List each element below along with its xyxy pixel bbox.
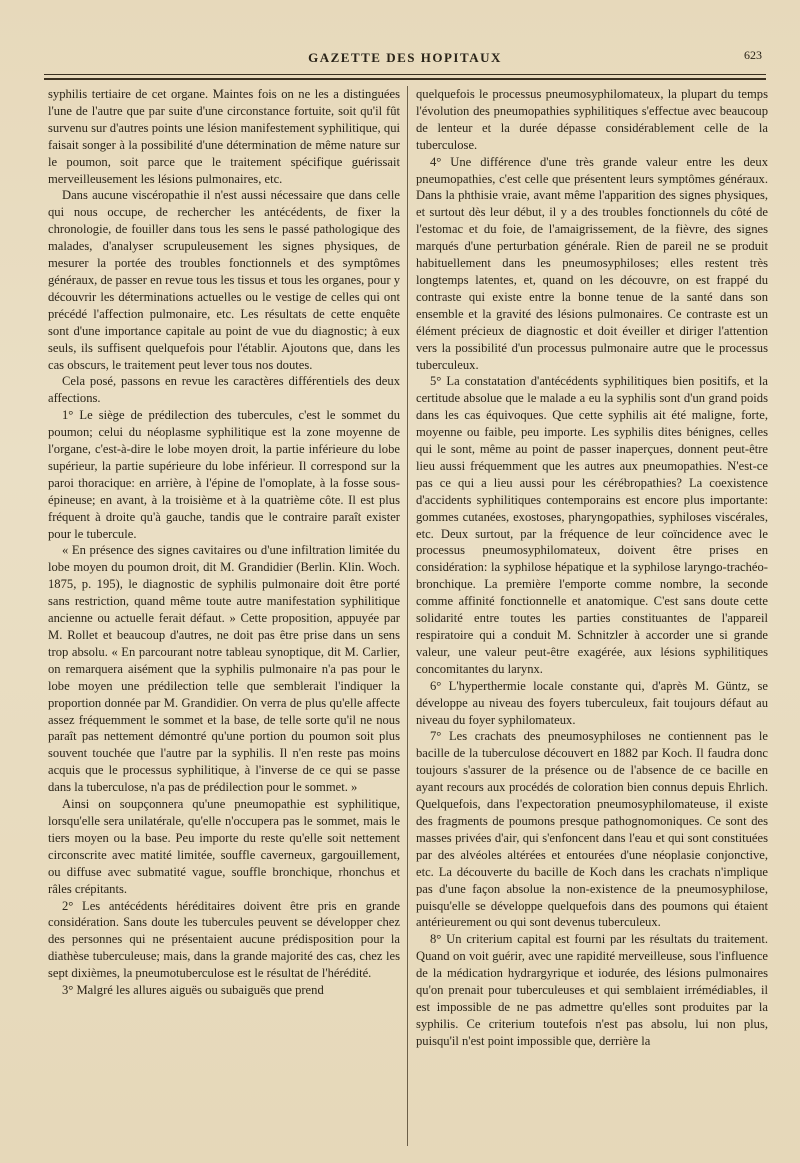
paragraph: 6° L'hyperthermie locale constante qui, d'après M. Güntz, se développe au niveau des foyers tuberculeux, fait toujours défaut au niveau du foyer syphilomateux. <box>416 678 768 727</box>
paragraph: syphilis tertiaire de cet organe. Maintes fois on ne les a distinguées l'une de l'autre que par suite d'une circonstance fortuite, soit qu'il fût survenu sur d'autres points une lésion manifestement syphilitique, qui faisait songer à la possibilité d'une détermination de même nature sur le poumon, soit parce que le traitement spécifique guérissait merveilleusement les lésions pulmonaires, etc. <box>48 87 400 186</box>
header-rule-thin <box>44 74 766 75</box>
paragraph: « En présence des signes cavitaires ou d'une infiltration limitée du lobe moyen du poumon droit, dit M. Grandidier (Berlin. Klin. Woch. 1875, p. 195), le diagnostic de syphilis pulmonaire doit être porté sans restriction, quand même toute autre manifestation syphilitique ancienne ou actuelle ferait défaut. » Cette proposition, appuyée par M. Rollet et beaucoup d'autres, ne doit pas être prise dans un sens trop absolu. « En parcourant notre tableau synoptique, dit M. Carlier, on remarquera aisément que la syphilis pulmonaire n'a pas pour le lobe moyen une prédilection telle que semblerait l'indiquer la proportion donnée par M. Grandidier. On verra de plus qu'elle affecte assez fréquemment le sommet et la base, de telle sorte qu'il ne nous paraît pas nettement démontré qu'une portion du poumon soit plus souvent touchée que l'autre par la syphilis. Il n'en reste pas moins acquis que le processus syphilitique, à l'inverse de ce qui se passe dans la tuberculose, n'a pas de prédilection pour le sommet. » <box>48 543 400 795</box>
paragraph: 5° La constatation d'antécédents syphilitiques bien positifs, et la certitude absolue que le malade a eu la syphilis sont d'un grand poids dans les cas équivoques. Que cette syphilis ait été maligne, forte, moyenne ou faible, peu importe. Les syphilis dites bénignes, celles qui le sont, même au point de passer inaperçues, donnent peut-être lieu aussi fréquemment que les autres aux pneumopathies. N'est-ce pas ce qui a lieu aussi pour les cérébropathies? La coexistence d'accidents syphilitiques contemporains est encore plus importante: gommes cutanées, exostoses, pharyngopathies, syphiloses viscérales, etc. Deux surtout, par la fréquence de leur coïncidence avec le processus pneumosyphilomateux, doivent être prises en considération: la syphilose hépatique et la syphilose laryngo-trachéo-bronchique. La première l'emporte comme nombre, la seconde comme affinité fonctionnelle et anatomique. C'est sans doute cette solidarité entre toutes les parties constituantes de l'appareil respiratoire qui a conduit M. Schnitzler à accorder une si grande valeur, une valeur peut-être exagérée, aux lésions syphilitiques concomitantes du larynx. <box>416 374 768 676</box>
running-header <box>44 46 766 72</box>
paragraph: 2° Les antécédents héréditaires doivent être pris en grande considération. Sans doute les tubercules peuvent se développer chez des personnes qui ne présentaient aucune prédisposition pour la diathèse tuberculeuse; mais, dans la grande majorité des cas, chez les sept dixièmes, la pneumotuberculose est le résultat de l'hérédité. <box>48 898 400 981</box>
paragraph: Ainsi on soupçonnera qu'une pneumopathie est syphilitique, lorsqu'elle sera unilatérale, qu'elle n'occupera pas le sommet, mais le tiers moyen ou la base. Peu importe du reste qu'elle soit nettement circonscrite avec matité limitée, souffle caverneux, gargouillement, ou diffuse avec submatité vague, souffle bronchique, rhonchus et râles crépitants. <box>48 797 400 896</box>
paragraph: 8° Un criterium capital est fourni par les résultats du traitement. Quand on voit guérir, avec une rapidité merveilleuse, sous l'influence de la médication hydrargyrique et iodurée, des lésions pulmonaires qu'on prenait pour tuberculeuses et qui semblaient irrémédiables, il est impossible de ne pas admettre qu'elles sont produites par la syphilis. Ce criterium toutefois n'est pas absolu, lui non plus, puisqu'il n'est point impossible que, derrière la <box>416 932 768 1048</box>
paragraph: 4° Une différence d'une très grande valeur entre les deux pneumopathies, c'est celle que présentent leurs symptômes généraux. Dans la phthisie vraie, avant même l'apparition des signes physiques, et surtout dès leur début, il y a des troubles fonctionnels du côté de l'estomac et du foie, de l'amaigrissement, de la fièvre, des signes marqués d'une perturbation générale. Rien de pareil ne se produit habituellement dans les pneumosyphiloses; elles restent très longtemps latentes, et, quand on les découvre, on est frappé du contraste qui existe entre la bonne tenue de la santé dans son ensemble et la gravité des lésions pulmonaires. Ce contraste est un élément précieux de diagnostic et doit éveiller et diriger l'attention vers la possibilité d'un processus pulmonaire autre que le processus tuberculeux. <box>416 154 768 372</box>
page-number: 623 <box>744 48 762 62</box>
column-separator <box>407 86 408 1146</box>
right-column <box>416 86 768 1156</box>
paragraph: quelquefois le processus pneumosyphilomateux, la plupart du temps l'évolution des pneumopathies syphilitiques s'effectue avec beaucoup de lenteur et la durée dépasse considérablement celle de la tuberculose. <box>416 87 768 152</box>
header-rule-thick <box>44 78 766 80</box>
paragraph: Cela posé, passons en revue les caractères différentiels des deux affections. <box>48 374 400 406</box>
paragraph: 1° Le siège de prédilection des tubercules, c'est le sommet du poumon; celui du néoplasme syphilitique est la zone moyenne de l'organe, c'est-à-dire le lobe moyen droit, la partie inférieure du lobe supérieur, la partie supérieure du lobe inférieur. Il correspond sur la paroi thoracique: en arrière, à l'épine de l'omoplate, à la fosse sous-épineuse; en avant, à la troisième et à la quatrième côte. Il est plus fréquent à droite qu'à gauche, tandis que le contraire paraît exister pour le tubercule. <box>48 408 400 541</box>
paragraph: 7° Les crachats des pneumosyphiloses ne contiennent pas le bacille de la tuberculose découvert en 1882 par Koch. Il faudra donc toujours s'assurer de la présence ou de l'absence de ce bacille en ayant recours aux procédés de coloration bien connus depuis Ehrlich. Quelquefois, dans l'expectoration pneumosyphilomateuse, il existe des fragments de poumons presque pathognomoniques. Ce sont des masses privées d'air, qui s'enfoncent dans l'eau et qui sont constituées par des alvéoles altérées et entourées d'une néoplasie conjonctive, etc. La découverte du bacille de Koch dans les crachats n'implique pas d'une façon absolue la non-existence de la pneumosyphilose, puisqu'elle se développe quelquefois dans des poumons qui étaient antérieurement ou qui sont devenus tuberculeux. <box>416 729 768 930</box>
journal-title: GAZETTE DES HOPITAUX <box>308 50 502 65</box>
left-column <box>48 86 400 1156</box>
paragraph: Dans aucune viscéropathie il n'est aussi nécessaire que dans celle qui nous occupe, de rechercher les antécédents, de fixer la chronologie, de fouiller dans tous les sens le passé pathologique des malades, d'analyser scrupuleusement les signes physiques, de mesurer la portée des troubles fonctionnels et des symptômes généraux, de passer en revue tous les tissus et tous les organes, pour y découvrir les déterminations actuelles ou le vestige de celles qui ont précédé l'affection pulmonaire, etc. Les résultats de cette enquête sont d'une importance capitale au point de vue du diagnostic; à eux seuls, ils suffisent quelquefois pour l'établir. Ajoutons que, dans les cas obscurs, le traitement peut lever tous nos doutes. <box>48 188 400 372</box>
paragraph: 3° Malgré les allures aiguës ou subaiguës que prend <box>62 983 324 998</box>
